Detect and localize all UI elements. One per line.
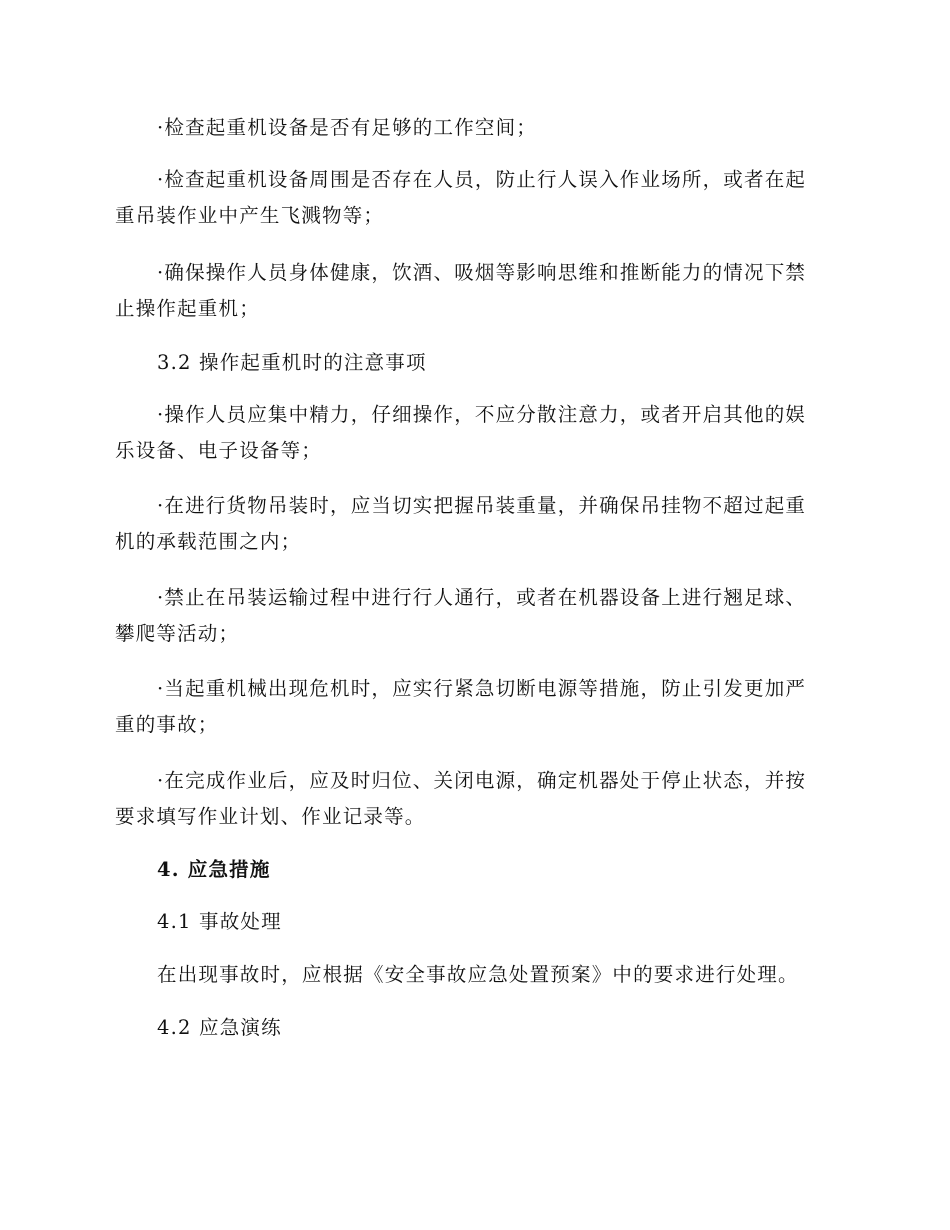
paragraph-text: ·检查起重机设备是否有足够的工作空间； bbox=[157, 116, 537, 139]
paragraph-concentration bbox=[115, 397, 825, 469]
paragraph-load-weight bbox=[115, 488, 825, 560]
paragraph-accident-handling: 在出现事故时，应根据《安全事故应急处置预案》中的要求进行处理。 bbox=[157, 963, 799, 986]
section-heading-3-2: 3.2 操作起重机时的注意事项 bbox=[157, 351, 427, 374]
paragraph-text: ·禁止在吊装运输过程中进行行人通行，或者在机器设备上进行翘足球、攀爬等活动； bbox=[115, 586, 807, 645]
paragraph-text: ·操作人员应集中精力，仔细操作，不应分散注意力，或者开启其他的娱乐设备、电子设备等； bbox=[115, 403, 807, 462]
paragraph-text: ·当起重机械出现危机时，应实行紧急切断电源等措施，防止引发更加严重的事故； bbox=[115, 677, 807, 736]
paragraph-after-work bbox=[115, 763, 825, 835]
paragraph-text: ·确保操作人员身体健康，饮酒、吸烟等影响思维和推断能力的情况下禁止操作起重机； bbox=[115, 261, 807, 320]
paragraph-check-workspace bbox=[115, 110, 825, 146]
paragraph-text: ·检查起重机设备周围是否存在人员，防止行人误入作业场所，或者在起重吊装作业中产生飞溅物等； bbox=[115, 168, 807, 227]
paragraph-no-passage bbox=[115, 580, 825, 652]
paragraph-operator-health bbox=[115, 255, 825, 327]
section-heading-4-2: 4.2 应急演练 bbox=[157, 1016, 282, 1039]
paragraph-text: ·在进行货物吊装时，应当切实把握吊装重量，并确保吊挂物不超过起重机的承载范围之内； bbox=[115, 494, 807, 553]
paragraph-text: ·在完成作业后，应及时归位、关闭电源，确定机器处于停止状态，并按要求填写作业计划、作业记录等。 bbox=[115, 769, 807, 828]
paragraph-emergency-cutoff bbox=[115, 671, 825, 743]
paragraph-check-personnel bbox=[115, 162, 825, 234]
section-heading-4: 4. 应急措施 bbox=[157, 858, 271, 881]
section-heading-4-1: 4.1 事故处理 bbox=[157, 910, 282, 933]
